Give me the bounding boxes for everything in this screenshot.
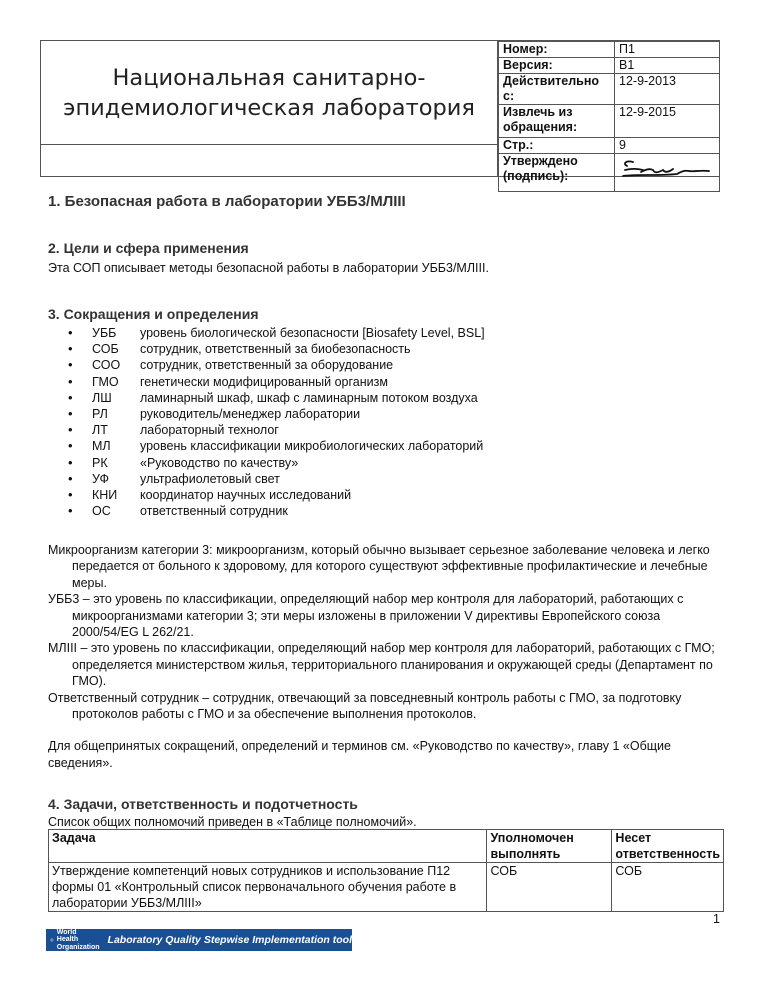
lab-name-line1: Национальная санитарно- — [112, 64, 426, 91]
meta-label: Утверждено (подпись): — [499, 154, 615, 192]
col-header-task: Задача — [49, 830, 487, 863]
footer-banner — [46, 929, 352, 951]
table-cell: СОБ — [487, 863, 612, 912]
meta-value: П1 — [615, 42, 720, 58]
document-meta-table — [498, 41, 720, 192]
list-item — [64, 438, 485, 454]
who-name-line2: Organization — [56, 943, 100, 951]
section3-title: 3. Сокращения и определения — [48, 306, 259, 322]
list-item — [64, 406, 485, 422]
abbr-term: ГМО — [92, 374, 119, 389]
lab-name-line2: эпидемиологическая лаборатория — [63, 94, 475, 121]
list-item — [64, 374, 485, 390]
meta-value: 9 — [615, 138, 720, 154]
abbr-term: СОБ — [92, 342, 119, 357]
list-item — [64, 487, 485, 503]
abbr-term: УББ — [92, 326, 117, 340]
abbr-term: РЛ — [92, 406, 108, 421]
abbr-def: руководитель/менеджер лаборатории — [140, 406, 361, 421]
list-item — [64, 422, 485, 438]
abbr-def: уровень классификации микробиологических лабораторий — [140, 439, 484, 454]
tool-name: Laboratory Quality Stepwise Implementation tool — [107, 934, 352, 946]
table-header-row — [49, 830, 724, 863]
table-cell: СОБ — [612, 863, 724, 912]
definitions-block — [48, 542, 724, 771]
abbr-term: ЛШ — [92, 390, 112, 405]
col-header-authorized: Уполномочен выполнять — [487, 830, 612, 863]
list-item — [64, 341, 485, 357]
abbr-term: МЛ — [92, 439, 111, 454]
meta-label: Версия: — [499, 58, 615, 74]
who-name-line1: World Health — [56, 928, 79, 944]
page-number: 1 — [713, 912, 720, 926]
table-cell: Утверждение компетенций новых сотрудников и использование П12 формы 01 «Контрольный список первоначального обучения работе в лаборатории УББ3/МЛIII» — [49, 863, 487, 912]
list-item — [64, 325, 485, 341]
who-name — [57, 929, 100, 952]
abbr-term: УФ — [92, 471, 110, 486]
lab-name — [41, 41, 497, 144]
abbr-def: уровень биологической безопасности [Biosafety Level, BSL] — [140, 326, 485, 340]
abbr-term: ОС — [92, 504, 111, 519]
meta-value: 12-9-2013 — [615, 74, 720, 105]
document-header — [40, 40, 720, 183]
section4-intro: Список общих полномочий приведен в «Таблице полномочий». — [48, 815, 417, 829]
meta-label: Действительно с: — [499, 74, 615, 105]
abbr-term: РК — [92, 455, 108, 470]
list-item — [64, 503, 485, 519]
header-divider — [41, 144, 497, 145]
who-emblem-icon — [50, 931, 54, 949]
section4-title: 4. Задачи, ответственность и подотчетность — [48, 796, 358, 812]
abbr-term: КНИ — [92, 487, 118, 502]
col-header-responsible: Несет ответственность — [612, 830, 724, 863]
definition: МЛIII – это уровень по классификации, определяющий набор мер контроля для лабораторий, работающих с ГМО; определяется министерством жилья, территориального планирования и окружающей среды (Департамент по ГМО). — [48, 641, 715, 689]
abbr-def: лабораторный технолог — [140, 423, 279, 438]
section2-title: 2. Цели и сфера применения — [48, 240, 249, 256]
abbr-term: СОО — [92, 358, 121, 373]
meta-value: B1 — [615, 58, 720, 74]
meta-label: Стр.: — [499, 138, 615, 154]
abbr-def: ламинарный шкаф, шкаф с ламинарным потоком воздуха — [140, 390, 478, 405]
abbr-def: ответственный сотрудник — [140, 504, 288, 519]
section2-text: Эта СОП описывает методы безопасной работы в лаборатории УББ3/МЛIII. — [48, 261, 489, 275]
section1-title: 1. Безопасная работа в лаборатории УББ3/МЛIII — [48, 193, 406, 210]
abbr-term: ЛТ — [92, 423, 108, 438]
list-item — [64, 455, 485, 471]
abbr-def: генетически модифицированный организм — [140, 374, 388, 389]
tasks-table — [48, 829, 724, 912]
meta-label: Извлечь из обращения: — [499, 105, 615, 138]
definition: УББ3 – это уровень по классификации, определяющий набор мер контроля для лабораторий, работающих с микроорганизмами категории 3; эти меры изложены в приложении V директивы Европейского союза 2000/54/EG L 262/21. — [48, 592, 684, 640]
abbreviations-list — [64, 325, 485, 519]
definition: Ответственный сотрудник – сотрудник, отвечающий за повседневный контроль работы с ГМО, за подготовку протоколов работы с ГМО и за обеспечение выполнения протоколов. — [48, 690, 682, 722]
definition: Микроорганизм категории 3: микроорганизм, который обычно вызывает серьезное заболевание человека и легко передается от больного к здоровому, для которого существуют эффективные профилактические и лечебные меры. — [48, 543, 710, 590]
abbr-def: сотрудник, ответственный за оборудование — [140, 358, 394, 373]
abbr-def: «Руководство по качеству» — [140, 455, 299, 470]
abbr-def: ультрафиолетовый свет — [140, 471, 280, 486]
meta-label: Номер: — [499, 42, 615, 58]
list-item — [64, 357, 485, 373]
abbr-def: координатор научных исследований — [140, 487, 352, 502]
list-item — [64, 390, 485, 406]
definitions-note: Для общепринятых сокращений, определений и терминов см. «Руководство по качеству», главу 1 «Общие сведения». — [48, 739, 671, 770]
signature-cell — [615, 154, 720, 192]
list-item — [64, 471, 485, 487]
meta-value: 12-9-2015 — [615, 105, 720, 138]
signature-image — [619, 154, 715, 188]
abbr-def: сотрудник, ответственный за биобезопасность — [140, 342, 411, 357]
table-row — [49, 863, 724, 912]
